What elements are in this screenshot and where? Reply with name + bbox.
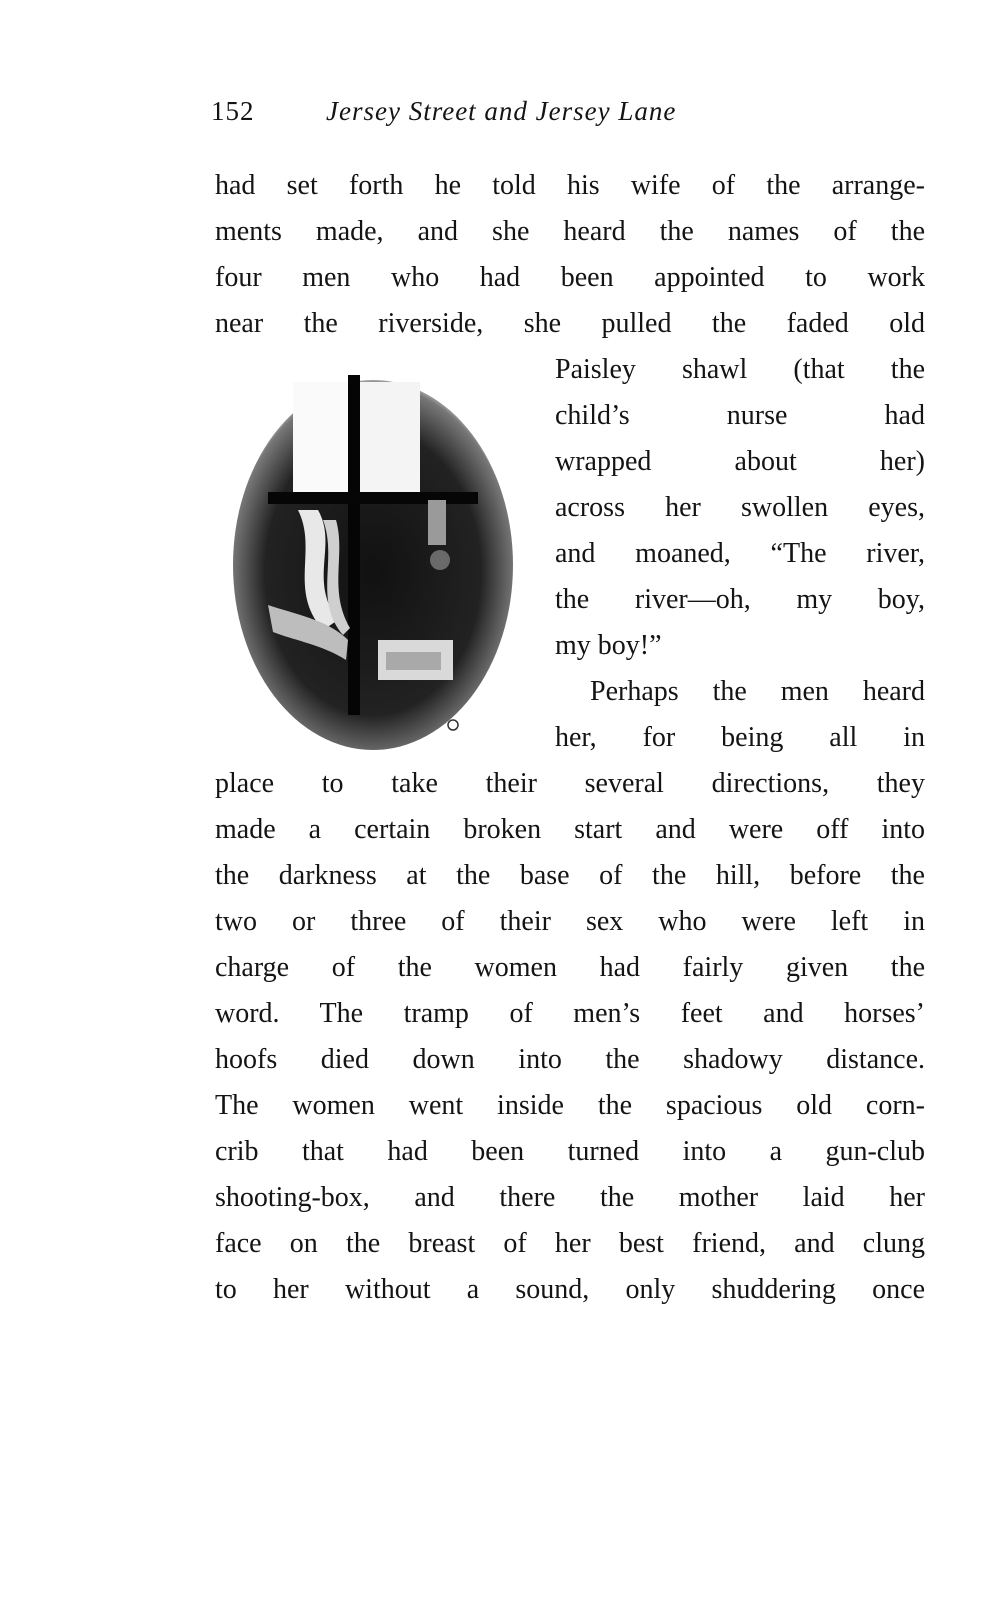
- text-line: The women went inside the spacious old corn-: [215, 1090, 925, 1121]
- text-line: her, for being all in: [555, 722, 925, 753]
- text-line: wrapped about her): [555, 446, 925, 477]
- text-line: four men who had been appointed to work: [215, 262, 925, 293]
- text-line: place to take their several directions, they: [215, 768, 925, 799]
- text-line: Paisley shawl (that the: [555, 354, 925, 385]
- text-line: had set forth he told his wife of the arrange-: [215, 170, 925, 201]
- text-line: made a certain broken start and were off into: [215, 814, 925, 845]
- text-line: child’s nurse had: [555, 400, 925, 431]
- text-line: hoofs died down into the shadowy distance.: [215, 1044, 925, 1075]
- text-line: crib that had been turned into a gun-club: [215, 1136, 925, 1167]
- text-line: two or three of their sex who were left in: [215, 906, 925, 937]
- text-line: ments made, and she heard the names of the: [215, 216, 925, 247]
- text-line: near the riverside, she pulled the faded old: [215, 308, 925, 339]
- text-line: the river—oh, my boy,: [555, 584, 925, 615]
- text-line: and moaned, “The river,: [555, 538, 925, 569]
- text-line: Perhaps the men heard: [590, 676, 925, 707]
- text-line: shooting-box, and there the mother laid her: [215, 1182, 925, 1213]
- text-line: my boy!”: [555, 630, 662, 661]
- text-line: the darkness at the base of the hill, before the: [215, 860, 925, 891]
- page-number: 152: [211, 96, 255, 126]
- text-line: to her without a sound, only shuddering once: [215, 1274, 925, 1305]
- text-line: face on the breast of her best friend, and clung: [215, 1228, 925, 1259]
- running-title: Jersey Street and Jersey Lane: [326, 96, 677, 126]
- text-line: word. The tramp of men’s feet and horses’: [215, 998, 925, 1029]
- page-header: [211, 96, 811, 136]
- text-line: charge of the women had fairly given the: [215, 952, 925, 983]
- text-line: across her swollen eyes,: [555, 492, 925, 523]
- window-vignette-illustration: [228, 370, 518, 755]
